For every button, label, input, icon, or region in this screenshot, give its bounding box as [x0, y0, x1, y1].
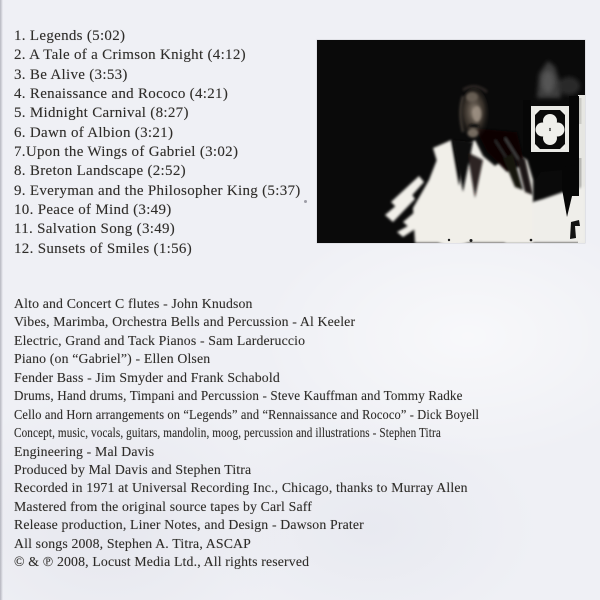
credit-line: Piano (on “Gabriel”) - Ellen Olsen: [14, 351, 211, 367]
credit-line: Fender Bass - Jim Smyder and Frank Schabold: [14, 369, 280, 385]
credit-line: Recorded in 1971 at Universal Recording Inc., Chicago, thanks to Murray Allen: [14, 480, 468, 496]
track-item: 1. Legends (5:02): [14, 28, 126, 44]
credit-line copyright-line: © & ℗ 2008, Locust Media Ltd., All rights reserved: [14, 554, 310, 570]
track-item: 2. A Tale of a Crimson Knight (4:12): [14, 47, 246, 64]
credit-line: Vibes, Marimba, Orchestra Bells and Percussion - Al Keeler: [14, 314, 356, 330]
track-item: 4. Renaissance and Rococo (4:21): [14, 86, 229, 103]
quatrefoil-window: [531, 106, 569, 153]
track-item: 11. Salvation Song (3:49): [14, 221, 176, 238]
track-item: 3. Be Alive (3:53): [14, 66, 128, 83]
credit-line: Concept, music, vocals, guitars, mandolin, moog, percussion and illustrations - Stephen Titra: [14, 425, 441, 441]
credit-line: All songs 2008, Stephen A. Titra, ASCAP: [14, 535, 251, 551]
track-list: [14, 27, 301, 259]
credit-line: Electric, Grand and Tack Pianos - Sam Larderuccio: [14, 332, 306, 348]
credit-line: Engineering - Mal Davis: [14, 443, 155, 459]
track-item: 8. Breton Landscape (2:52): [14, 163, 186, 180]
credit-line: Release production, Liner Notes, and Design - Dawson Prater: [14, 517, 364, 533]
credit-line: Mastered from the original source tapes by Carl Saff: [14, 498, 312, 514]
artist-photo: [317, 40, 585, 243]
track-item: 10. Peace of Mind (3:49): [14, 202, 172, 219]
track-item: 6. Dawn of Albion (3:21): [14, 124, 174, 141]
scan-speckle: [304, 200, 307, 203]
credit-line: Produced by Mal Davis and Stephen Titra: [14, 461, 252, 477]
credits-list: [14, 295, 541, 572]
artist-photo-image: [317, 40, 585, 243]
credit-line: Alto and Concert C flutes - John Knudson: [14, 296, 253, 311]
credit-line: Cello and Horn arrangements on “Legends” and “Rennaissance and Rococo” - Dick Boyell: [14, 406, 480, 422]
track-item: 7.Upon the Wings of Gabriel (3:02): [14, 144, 239, 161]
track-item: 9. Everyman and the Philosopher King (5:37): [14, 182, 301, 199]
scan-edge-shadow: [0, 0, 3, 600]
track-item: 12. Sunsets of Smiles (1:56): [14, 240, 192, 257]
credit-line: Drums, Hand drums, Timpani and Percussion - Steve Kauffman and Tommy Radke: [14, 388, 463, 404]
track-item: 5. Midnight Carnival (8:27): [14, 105, 189, 122]
